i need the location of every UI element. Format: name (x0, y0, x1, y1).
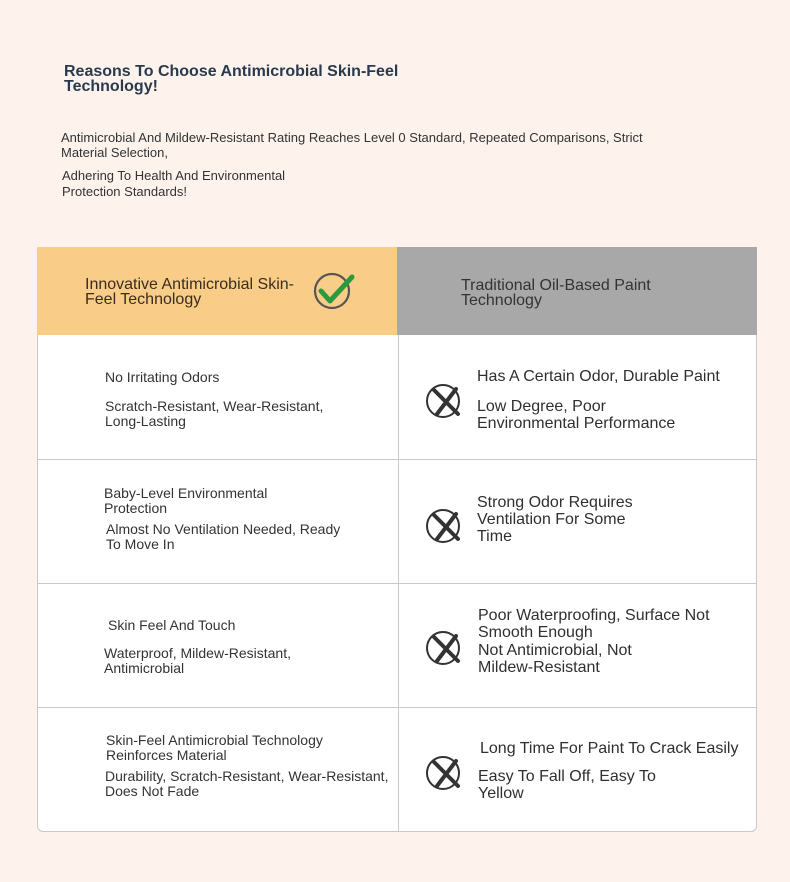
right-row-4-desc: Easy To Fall Off, Easy To Yellow (478, 768, 656, 802)
comparison-table (37, 335, 757, 832)
intro-text: Antimicrobial And Mildew-Resistant Rating Reaches Level 0 Standard, Repeated Comparisons, Strict Material Selection, (61, 130, 643, 160)
left-row-3-title: Skin Feel And Touch (108, 617, 236, 633)
right-row-3-desc: Not Antimicrobial, Not Mildew-Resistant (478, 642, 632, 676)
right-heading: Traditional Oil-Based Paint Technology (461, 277, 651, 309)
x-icon (425, 382, 463, 420)
x-icon (425, 629, 463, 667)
left-row-1-desc: Scratch-Resistant, Wear-Resistant, Long-Lasting (105, 398, 324, 429)
x-icon (425, 754, 463, 792)
right-row-3-title: Poor Waterproofing, Surface Not Smooth Enough (478, 607, 710, 641)
row-divider (38, 707, 756, 708)
page-title: Reasons To Choose Antimicrobial Skin-Feel Technology! (64, 63, 399, 95)
left-row-1-title: No Irritating Odors (105, 369, 220, 385)
right-column-header (397, 247, 757, 335)
left-row-2-title: Baby-Level Environmental Protection (104, 485, 268, 516)
left-row-4-desc: Durability, Scratch-Resistant, Wear-Resistant, Does Not Fade (105, 768, 389, 799)
intro-text-2: Adhering To Health And Environmental Protection Standards! (62, 168, 286, 199)
check-icon (312, 271, 356, 311)
row-divider (38, 459, 756, 460)
left-row-3-desc: Waterproof, Mildew-Resistant, Antimicrobial (104, 645, 291, 676)
right-row-2-title: Strong Odor Requires Ventilation For Some Time (477, 494, 633, 545)
right-row-1-desc: Low Degree, Poor Environmental Performance (477, 398, 676, 432)
left-row-2-desc: Almost No Ventilation Needed, Ready To Move In (106, 521, 341, 552)
x-icon (425, 507, 463, 545)
left-heading: Innovative Antimicrobial Skin-Feel Technology (85, 276, 294, 308)
left-row-4-title: Skin-Feel Antimicrobial Technology Reinforces Material (106, 732, 323, 763)
right-row-4-title: Long Time For Paint To Crack Easily (480, 740, 739, 757)
right-row-1-title: Has A Certain Odor, Durable Paint (477, 368, 720, 385)
row-divider (38, 583, 756, 584)
left-column-header (37, 247, 397, 335)
